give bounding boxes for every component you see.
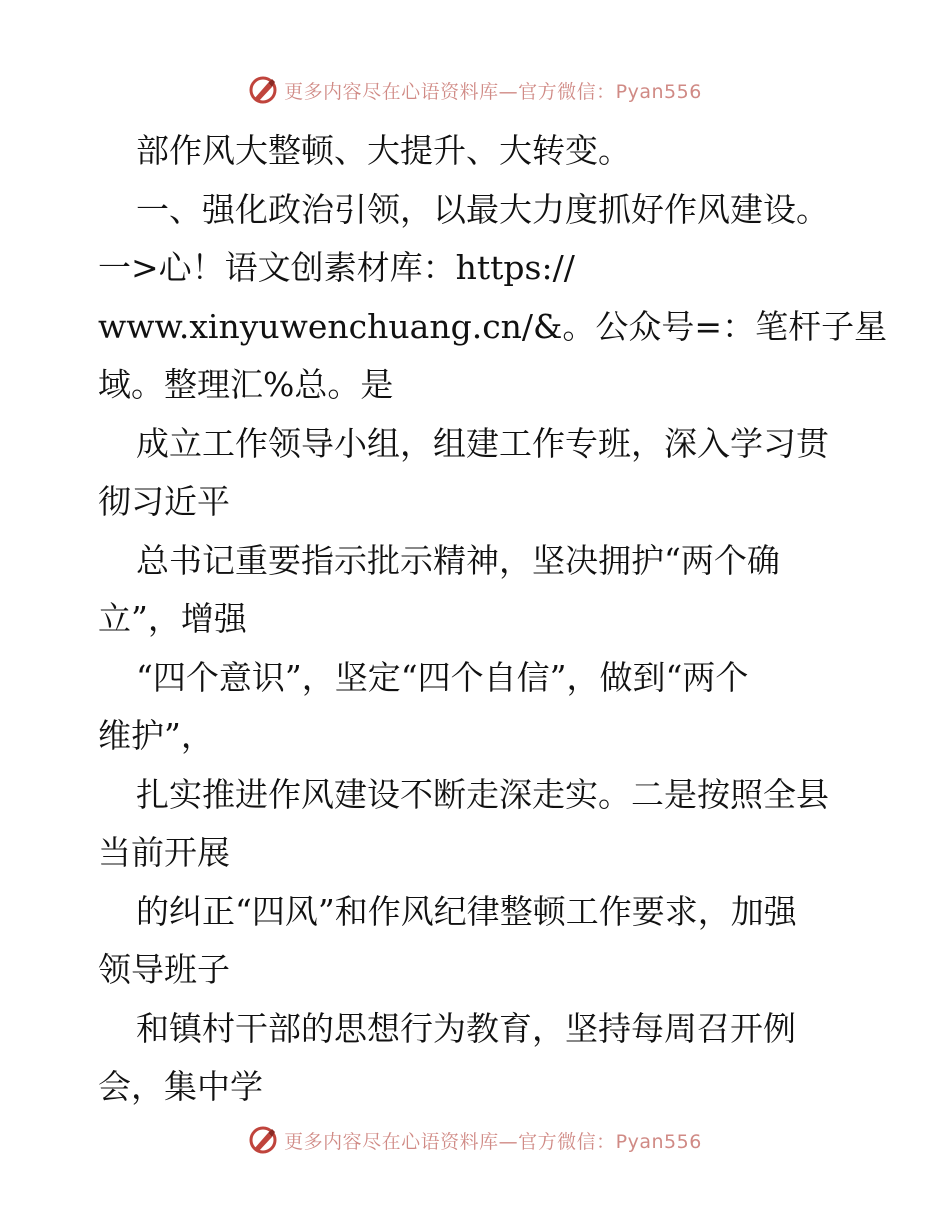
- text-line: 一>心！语文创素材库：https://: [98, 248, 575, 287]
- document-body: [98, 122, 888, 1117]
- text-line: 域。整理汇%总。是: [98, 365, 394, 404]
- text-line: 领导班子: [98, 950, 230, 989]
- text-line: 会，集中学: [98, 1067, 263, 1106]
- footer-watermark: [0, 1120, 950, 1160]
- text-line: 成立工作领导小组，组建工作专班，深入学习贯: [136, 423, 829, 463]
- text-line: 一、强化政治引领，以最大力度抓好作风建设。: [136, 189, 829, 229]
- text-line: 部作风大整顿、大提升、大转变。: [136, 131, 631, 170]
- watermark-text: 更多内容尽在心语资料库—官方微信：Pyan556: [284, 1130, 702, 1153]
- text-line: 彻习近平: [98, 482, 230, 521]
- text-line: “四个意识”，坚定“四个自信”，做到“两个: [136, 657, 749, 697]
- text-line: 和镇村干部的思想行为教育，坚持每周召开例: [136, 1008, 796, 1048]
- text-line: 总书记重要指示批示精神，坚决拥护“两个确: [136, 540, 780, 580]
- text-line: www.xinyuwenchuang.cn/&。公众号=：笔杆子星: [98, 306, 888, 346]
- watermark-text: 更多内容尽在心语资料库—官方微信：Pyan556: [284, 80, 702, 103]
- pen-logo-icon: [248, 1125, 278, 1155]
- text-line: 的纠正“四风”和作风纪律整顿工作要求，加强: [136, 891, 797, 931]
- header-watermark: [0, 70, 950, 110]
- text-line: 维护”，: [98, 716, 214, 755]
- text-line: 扎实推进作风建设不断走深走实。二是按照全县: [136, 774, 829, 814]
- pen-logo-icon: [248, 75, 278, 105]
- text-line: 当前开展: [98, 833, 230, 872]
- text-line: 立”，增强: [98, 599, 247, 638]
